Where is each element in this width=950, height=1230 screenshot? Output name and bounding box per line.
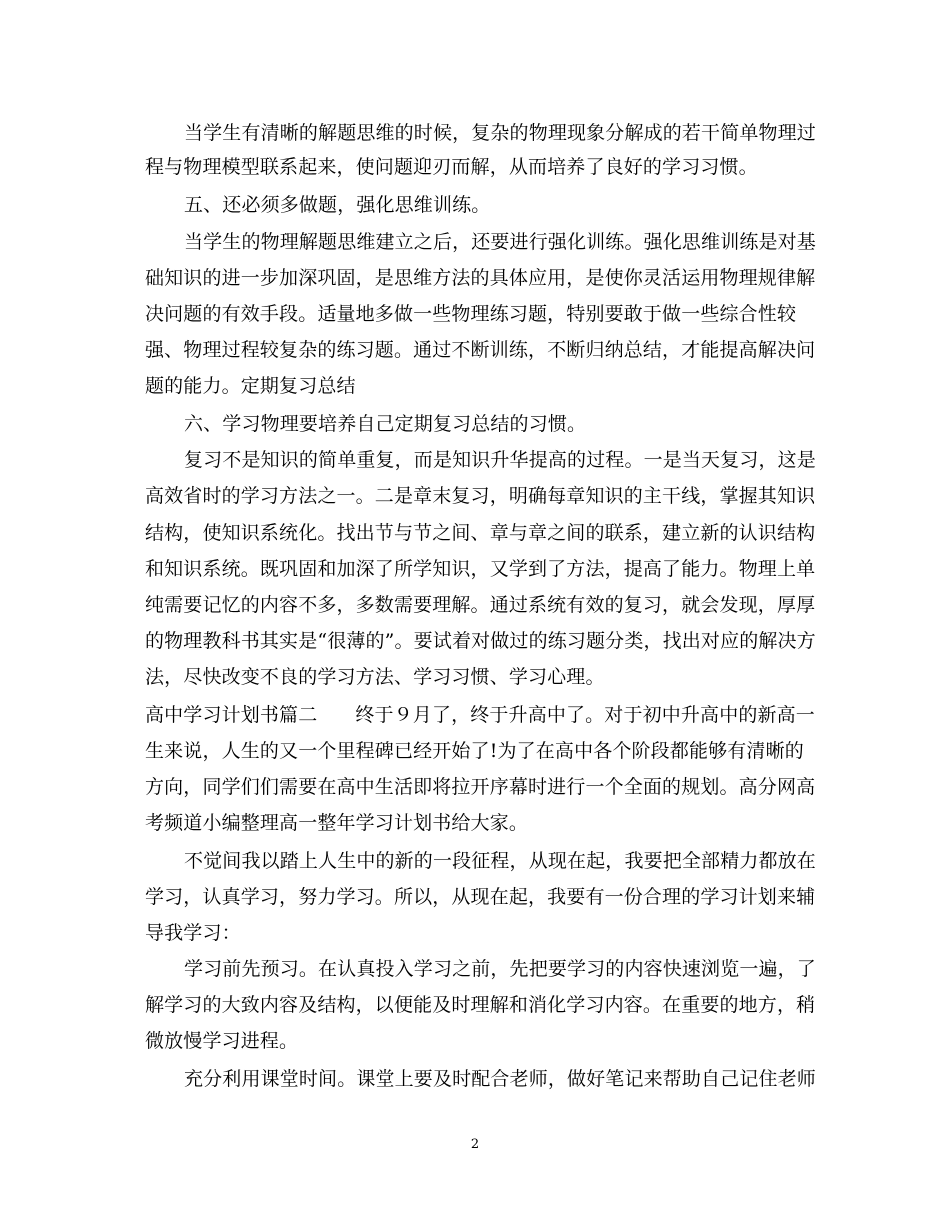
text-line: 当学生有清晰的解题思维的时候，复杂的物理现象分解成的若干简单物理过 bbox=[184, 122, 816, 144]
text-line: 的物理教科书其实是“很薄的”。要试着对做过的练习题分类，找出对应的解决方 bbox=[145, 630, 816, 652]
text-line: 纯需要记忆的内容不多，多数需要理解。通过系统有效的复习，就会发现，厚厚 bbox=[145, 594, 816, 616]
text-line: 程与物理模型联系起来，使问题迎刃而解，从而培养了良好的学习习惯。 bbox=[145, 156, 758, 178]
text-line: 决问题的有效手段。适量地多做一些物理练习题，特别要敢于做一些综合性较 bbox=[145, 303, 797, 325]
text-line: 导我学习： bbox=[145, 922, 241, 944]
text-line: 题的能力。定期复习总结 bbox=[145, 375, 356, 397]
text-line: 方向，同学们们需要在高中生活即将拉开序幕时进行一个全面的规划。高分网高 bbox=[145, 776, 816, 798]
article-heading-line bbox=[145, 703, 815, 727]
text-line: 础知识的进一步加深巩固，是思维方法的具体应用，是使你灵活运用物理规律解 bbox=[145, 267, 816, 289]
text-line: 考频道小编整理高一整年学习计划书给大家。 bbox=[145, 812, 529, 834]
text-line: 生来说，人生的又一个里程碑已经开始了!为了在高中各个阶段都能够有清晰的 bbox=[145, 740, 804, 762]
text-line: 结构，使知识系统化。找出节与节之间、章与章之间的联系，建立新的认识结构 bbox=[145, 522, 816, 544]
text-line: 复习不是知识的简单重复，而是知识升华提高的过程。一是当天复习，这是 bbox=[184, 449, 816, 471]
text-line: 高效省时的学习方法之一。二是章末复习，明确每章知识的主干线，掌握其知识 bbox=[145, 485, 816, 507]
section-heading: 五、还必须多做题，强化思维训练。 bbox=[184, 194, 491, 216]
section-heading: 六、学习物理要培养自己定期复习总结的习惯。 bbox=[184, 413, 587, 435]
text-line: 强、物理过程较复杂的练习题。通过不断训练，不断归纳总结，才能提高解决问 bbox=[145, 339, 816, 361]
text-line: 充分利用课堂时间。课堂上要及时配合老师，做好笔记来帮助自己记住老师 bbox=[184, 1068, 816, 1090]
page-number: 2 bbox=[470, 1137, 480, 1152]
text-line: 微放慢学习进程。 bbox=[145, 1030, 299, 1052]
article-title: 高中学习计划书篇二 bbox=[145, 704, 318, 726]
text-line: 法，尽快改变不良的学习方法、学习习惯、学习心理。 bbox=[145, 666, 605, 688]
text-line: 和知识系统。既巩固和加深了所学知识，又学到了方法，提高了能力。物理上单 bbox=[145, 558, 816, 580]
text-line: 解学习的大致内容及结构，以便能及时理解和消化学习内容。在重要的地方，稍 bbox=[145, 994, 816, 1016]
article-intro: 终于９月了，终于升高中了。对于初中升高中的新高一 bbox=[355, 704, 815, 726]
text-line: 学习前先预习。在认真投入学习之前，先把要学习的内容快速浏览一遍，了 bbox=[184, 958, 816, 980]
text-line: 不觉间我以踏上人生中的新的一段征程，从现在起，我要把全部精力都放在 bbox=[184, 850, 816, 872]
text-line: 学习，认真学习，努力学习。所以，从现在起，我要有一份合理的学习计划来辅 bbox=[145, 886, 816, 908]
text-line: 当学生的物理解题思维建立之后，还要进行强化训练。强化思维训练是对基 bbox=[184, 231, 816, 253]
